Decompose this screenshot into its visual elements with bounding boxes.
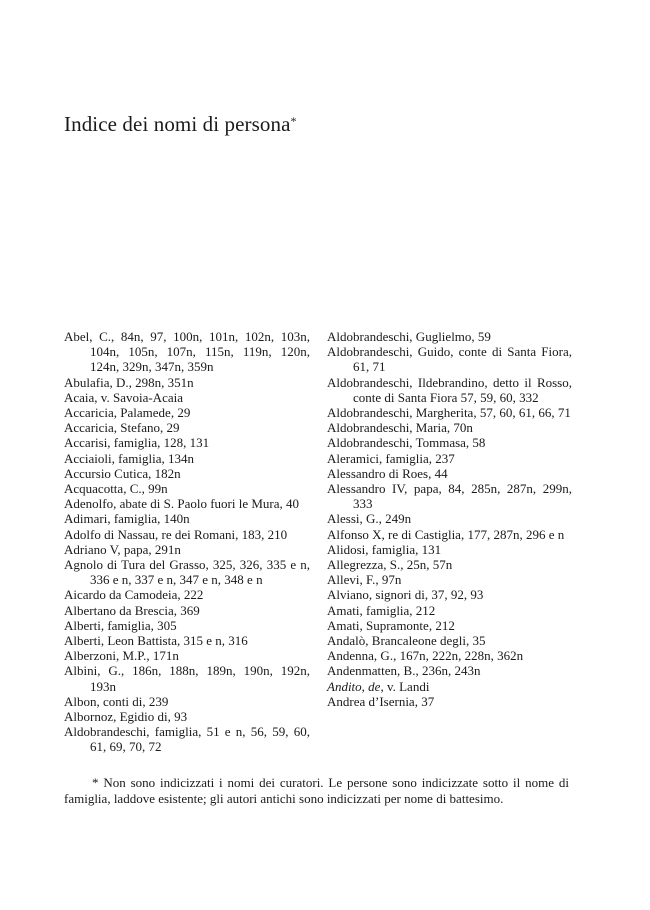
- index-entry: Albini, G., 186n, 188n, 189n, 190n, 192n, 193n: [64, 663, 310, 694]
- andito-name: Andito: [327, 678, 362, 694]
- index-entry: Abulafia, D., 298n, 351n: [64, 374, 194, 390]
- index-entry: Aldobrandeschi, Margherita, 57, 60, 61, 66, 71: [327, 405, 571, 421]
- index-entry: Amati, famiglia, 212: [327, 602, 436, 618]
- index-entry: Aldobrandeschi, Maria, 70n: [327, 420, 473, 436]
- index-entry: Alberti, Leon Battista, 315 e n, 316: [64, 633, 248, 649]
- footnote-marker: *: [290, 114, 297, 128]
- index-entry: Aldobrandeschi, Ildebrandino, detto il Rosso, conte di Santa Fiora 57, 59, 60, 332: [327, 374, 572, 405]
- page-title-text: Indice dei nomi di persona: [64, 112, 291, 136]
- andito-rest: , v. Landi: [380, 678, 430, 694]
- index-entry: Andenmatten, B., 236n, 243n: [327, 663, 481, 679]
- index-entry: Andalò, Brancaleone degli, 35: [327, 633, 486, 649]
- index-entry: Accaricia, Stefano, 29: [64, 420, 180, 436]
- index-entry: Andenna, G., 167n, 222n, 228n, 362n: [327, 648, 524, 664]
- index-entry: Acaia, v. Savoia-Acaia: [64, 389, 183, 405]
- index-entry: Alessandro IV, papa, 84, 285n, 287n, 299n, 333: [327, 481, 572, 512]
- index-entry: Accursio Cutica, 182n: [64, 465, 181, 481]
- footnote: * Non sono indicizzati i nomi dei curatori. Le persone sono indicizzate sotto il nome di famiglia, laddove esistente; gli autori antichi sono indicizzati per nome di battesimo.: [64, 775, 569, 806]
- index-entry: Andrea d’Isernia, 37: [327, 693, 435, 709]
- index-entry: Alberti, famiglia, 305: [64, 617, 177, 633]
- index-entry: Amati, Supramonte, 212: [327, 617, 455, 633]
- index-entry: Acciaioli, famiglia, 134n: [64, 450, 194, 466]
- index-entry: Alessi, G., 249n: [327, 511, 412, 527]
- index-entry: Allegrezza, S., 25n, 57n: [327, 557, 453, 573]
- index-entry: Agnolo di Tura del Grasso, 325, 326, 335 e n, 336 e n, 337 e n, 347 e n, 348 e n: [64, 557, 310, 588]
- index-entry: Aldobrandeschi, Guglielmo, 59: [327, 329, 491, 344]
- index-entry: Abel, C., 84n, 97, 100n, 101n, 102n, 103n, 104n, 105n, 107n, 115n, 119n, 120n, 124n, 329n, 347n, 359n: [64, 329, 310, 375]
- index-entry: Albertano da Brescia, 369: [64, 602, 200, 618]
- index-entry: Alfonso X, re di Castiglia, 177, 287n, 296 e n: [327, 526, 565, 542]
- index-entry: Aldobrandeschi, Tommasa, 58: [327, 435, 486, 451]
- andito-separator: ,: [361, 678, 369, 694]
- index-entry: Accaricia, Palamede, 29: [64, 405, 191, 421]
- index-entry: Aldobrandeschi, famiglia, 51 e n, 56, 59, 60, 61, 69, 70, 72: [64, 724, 310, 755]
- index-entry: Alberzoni, M.P., 171n: [64, 648, 179, 664]
- andito-particle: de: [368, 678, 381, 694]
- index-entry: Aldobrandeschi, Guido, conte di Santa Fiora, 61, 71: [327, 344, 572, 375]
- index-column-left: [64, 329, 310, 755]
- index-entry: Adenolfo, abate di S. Paolo fuori le Mura, 40: [64, 496, 300, 512]
- index-entry: Adriano V, papa, 291n: [64, 541, 181, 557]
- index-entry: Alviano, signori di, 37, 92, 93: [327, 587, 484, 603]
- index-entry: Adolfo di Nassau, re dei Romani, 183, 210: [64, 526, 288, 542]
- index-entry: Alidosi, famiglia, 131: [327, 541, 442, 557]
- index-entry: Allevi, F., 97n: [327, 572, 402, 588]
- index-entry: Adimari, famiglia, 140n: [64, 511, 190, 527]
- index-entry: Aicardo da Camodeia, 222: [64, 587, 204, 603]
- index-entry: Albornoz, Egidio di, 93: [64, 709, 188, 725]
- index-entry: Accarisi, famiglia, 128, 131: [64, 435, 210, 451]
- index-entry: Acquacotta, C., 99n: [64, 481, 168, 497]
- index-entry: Alessandro di Roes, 44: [327, 465, 448, 481]
- index-entry: Albon, conti di, 239: [64, 693, 169, 709]
- index-entry: Aleramici, famiglia, 237: [327, 450, 455, 466]
- index-entry-andito: [327, 679, 572, 694]
- index-column-right: [327, 329, 572, 709]
- page-title: [64, 112, 297, 137]
